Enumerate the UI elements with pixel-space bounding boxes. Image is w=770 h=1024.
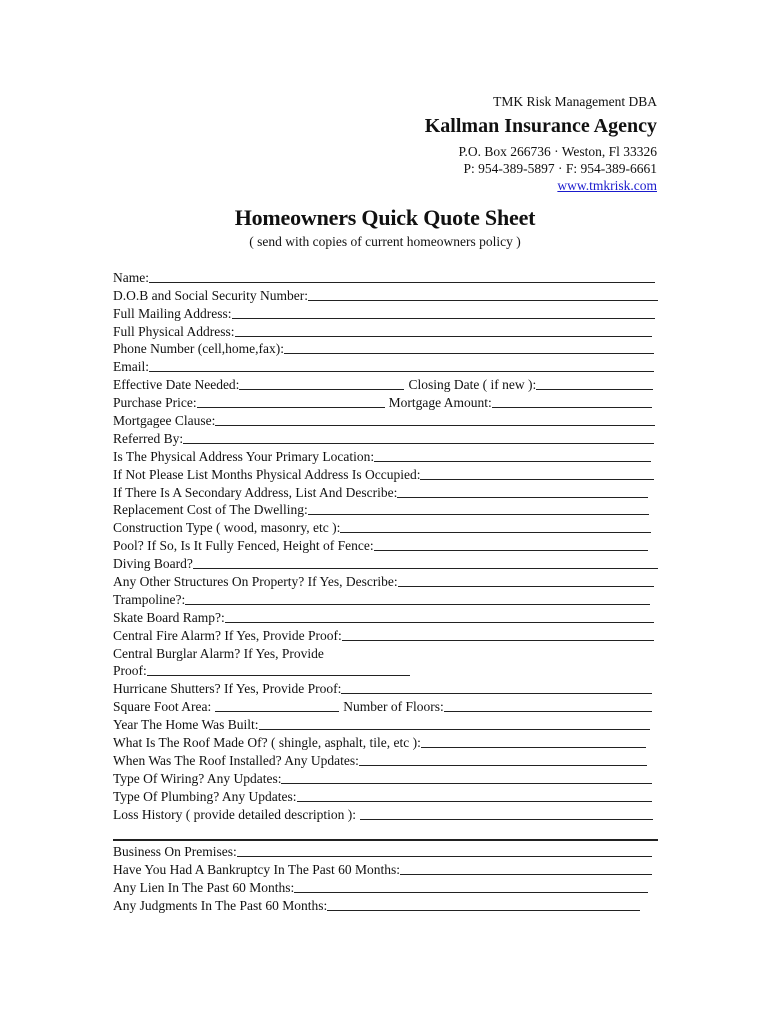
answer-line[interactable] bbox=[374, 449, 651, 462]
field-skate-ramp bbox=[113, 608, 658, 626]
field-label: Type Of Plumbing? Any Updates: bbox=[113, 788, 297, 804]
agency-name: Kallman Insurance Agency bbox=[424, 115, 657, 137]
answer-line[interactable] bbox=[215, 413, 655, 426]
field-label: Is The Physical Address Your Primary Location: bbox=[113, 448, 375, 464]
field-mortgagee-clause bbox=[113, 411, 658, 429]
field-phone bbox=[113, 340, 658, 358]
field-year-built bbox=[113, 715, 658, 733]
answer-line[interactable] bbox=[183, 431, 654, 444]
answer-line[interactable] bbox=[284, 341, 654, 354]
field-label: Number of Floors: bbox=[343, 699, 444, 715]
answer-line[interactable] bbox=[420, 467, 654, 480]
answer-line[interactable] bbox=[297, 789, 652, 802]
answer-line[interactable] bbox=[360, 807, 653, 820]
field-label: Central Fire Alarm? If Yes, Provide Proof: bbox=[113, 627, 342, 643]
answer-line[interactable] bbox=[147, 663, 410, 676]
field-label: Closing Date ( if new ): bbox=[408, 377, 537, 393]
field-burglar-alarm bbox=[113, 644, 658, 662]
answer-line[interactable] bbox=[294, 880, 648, 893]
field-effective-closing bbox=[113, 375, 658, 393]
field-label: Phone Number (cell,home,fax): bbox=[113, 341, 284, 357]
field-email bbox=[113, 357, 658, 375]
page-title: Homeowners Quick Quote Sheet bbox=[234, 205, 536, 230]
agency-address: P.O. Box 266736 · Weston, Fl 33326 bbox=[458, 144, 657, 159]
answer-line[interactable] bbox=[225, 610, 654, 623]
answer-line[interactable] bbox=[237, 844, 652, 857]
field-lien bbox=[113, 878, 658, 896]
answer-line[interactable] bbox=[398, 574, 654, 587]
field-diving-board bbox=[113, 554, 658, 572]
field-label: Business On Premises: bbox=[113, 843, 237, 859]
field-trampoline bbox=[113, 590, 658, 608]
field-label: Skate Board Ramp?: bbox=[113, 609, 225, 625]
field-label: Diving Board? bbox=[113, 556, 193, 572]
field-other-structures bbox=[113, 572, 658, 590]
answer-line[interactable] bbox=[215, 699, 339, 712]
answer-line[interactable] bbox=[185, 592, 650, 605]
answer-line[interactable] bbox=[197, 395, 385, 408]
field-secondary-address bbox=[113, 483, 658, 501]
website-link[interactable]: www.tmkrisk.com bbox=[557, 178, 657, 193]
answer-line[interactable] bbox=[308, 502, 649, 515]
agency-header bbox=[425, 93, 657, 194]
answer-line[interactable] bbox=[421, 735, 646, 748]
answer-line[interactable] bbox=[341, 681, 652, 694]
field-label: Mortgage Amount: bbox=[388, 395, 492, 411]
quote-form-fields bbox=[113, 268, 658, 823]
field-label: Effective Date Needed: bbox=[113, 377, 240, 393]
field-label: Square Foot Area: bbox=[113, 699, 212, 715]
field-replacement-cost bbox=[113, 501, 658, 519]
field-label: Proof: bbox=[113, 663, 147, 679]
field-label: Full Mailing Address: bbox=[113, 305, 232, 321]
answer-line[interactable] bbox=[259, 717, 650, 730]
answer-line[interactable] bbox=[340, 520, 651, 533]
answer-line[interactable] bbox=[327, 898, 640, 911]
answer-line[interactable] bbox=[149, 270, 655, 283]
field-bankruptcy bbox=[113, 860, 658, 878]
field-label: Any Judgments In The Past 60 Months: bbox=[113, 897, 328, 913]
page-subtitle: ( send with copies of current homeowners policy ) bbox=[249, 234, 521, 249]
field-label: Loss History ( provide detailed description ): bbox=[113, 806, 356, 822]
field-label: Construction Type ( wood, masonry, etc ): bbox=[113, 520, 341, 536]
quote-form-fields-additional bbox=[113, 842, 658, 914]
answer-line[interactable] bbox=[281, 771, 652, 784]
field-roof-installed bbox=[113, 751, 658, 769]
answer-line[interactable] bbox=[359, 753, 647, 766]
agency-phone: P: 954-389-5897 · F: 954-389-6661 bbox=[463, 161, 657, 176]
answer-line[interactable] bbox=[397, 485, 648, 498]
answer-line[interactable] bbox=[308, 288, 658, 301]
answer-line[interactable] bbox=[149, 359, 654, 372]
field-burglar-alarm-proof bbox=[113, 662, 658, 680]
field-roof-material bbox=[113, 733, 658, 751]
field-label: Replacement Cost of The Dwelling: bbox=[113, 502, 308, 518]
field-label: What Is The Roof Made Of? ( shingle, asphalt, tile, etc ): bbox=[113, 735, 421, 751]
dba-line: TMK Risk Management DBA bbox=[493, 94, 657, 109]
field-label: Type Of Wiring? Any Updates: bbox=[113, 770, 282, 786]
field-months-occupied bbox=[113, 465, 658, 483]
field-label: If There Is A Secondary Address, List And Describe: bbox=[113, 484, 398, 500]
answer-line[interactable] bbox=[342, 628, 654, 641]
field-physical-address bbox=[113, 322, 658, 340]
section-divider bbox=[113, 839, 658, 841]
field-mailing-address bbox=[113, 304, 658, 322]
field-label: Email: bbox=[113, 359, 149, 375]
field-business-premises bbox=[113, 842, 658, 860]
field-wiring bbox=[113, 769, 658, 787]
field-label: Any Lien In The Past 60 Months: bbox=[113, 879, 295, 895]
field-name bbox=[113, 268, 658, 286]
answer-line[interactable] bbox=[235, 324, 652, 337]
field-label: If Not Please List Months Physical Address Is Occupied: bbox=[113, 466, 421, 482]
answer-line[interactable] bbox=[374, 538, 648, 551]
field-primary-location bbox=[113, 447, 658, 465]
field-label: When Was The Roof Installed? Any Updates: bbox=[113, 752, 359, 768]
field-label: Mortgagee Clause: bbox=[113, 413, 216, 429]
field-referred-by bbox=[113, 429, 658, 447]
answer-line[interactable] bbox=[193, 556, 658, 569]
answer-line[interactable] bbox=[239, 377, 404, 390]
answer-line[interactable] bbox=[492, 395, 652, 408]
field-label: Hurricane Shutters? If Yes, Provide Proof: bbox=[113, 681, 342, 697]
field-plumbing bbox=[113, 787, 658, 805]
field-label: Name: bbox=[113, 269, 149, 285]
field-label: Trampoline?: bbox=[113, 591, 186, 607]
field-label: Referred By: bbox=[113, 430, 184, 446]
answer-line[interactable] bbox=[536, 377, 653, 390]
field-sqft-floors bbox=[113, 697, 658, 715]
field-label: Pool? If So, Is It Fully Fenced, Height of Fence: bbox=[113, 538, 374, 554]
field-label: Purchase Price: bbox=[113, 395, 197, 411]
field-purchase-mortgage bbox=[113, 393, 658, 411]
field-construction-type bbox=[113, 518, 658, 536]
field-label: Have You Had A Bankruptcy In The Past 60 Months: bbox=[113, 861, 400, 877]
answer-line[interactable] bbox=[400, 862, 652, 875]
field-loss-history bbox=[113, 805, 658, 823]
answer-line[interactable] bbox=[444, 699, 652, 712]
field-label: Year The Home Was Built: bbox=[113, 717, 259, 733]
field-fire-alarm bbox=[113, 626, 658, 644]
field-judgments bbox=[113, 896, 658, 914]
answer-line[interactable] bbox=[232, 306, 655, 319]
field-label: D.O.B and Social Security Number: bbox=[113, 287, 308, 303]
field-dob-ssn bbox=[113, 286, 658, 304]
field-pool-fence bbox=[113, 536, 658, 554]
field-label: Central Burglar Alarm? If Yes, Provide bbox=[113, 645, 324, 661]
field-hurricane-shutters bbox=[113, 679, 658, 697]
field-label: Any Other Structures On Property? If Yes, Describe: bbox=[113, 574, 398, 590]
field-label: Full Physical Address: bbox=[113, 323, 235, 339]
